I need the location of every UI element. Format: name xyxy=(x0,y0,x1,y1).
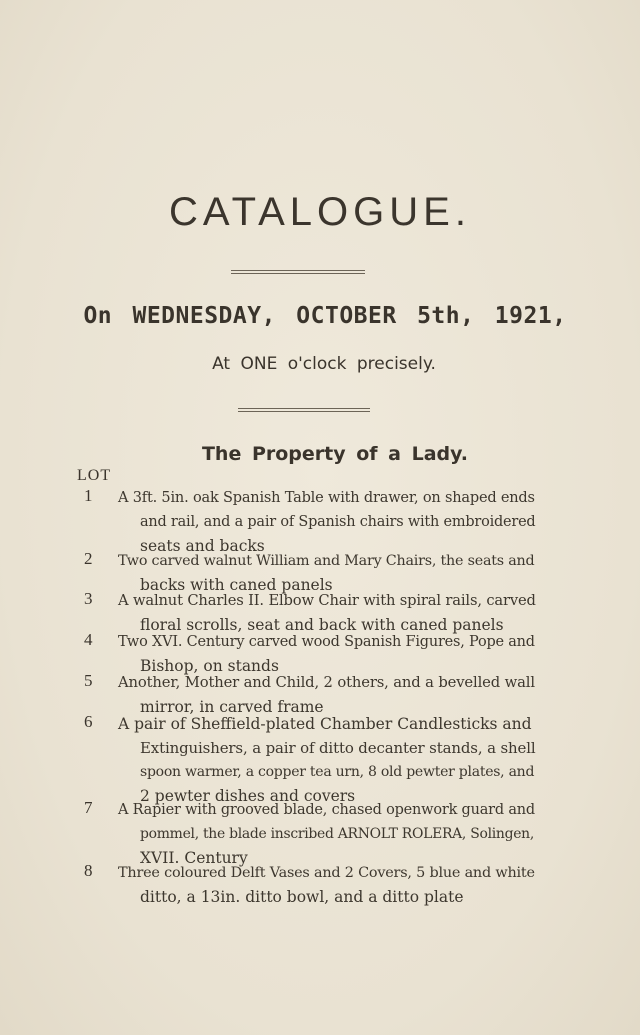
lot-description-line: Two XVI. Century carved wood Spanish Figures, Pope and xyxy=(118,634,535,650)
lot-description-line: pommel, the blade inscribed ARNOLT ROLERA, Solingen, xyxy=(140,826,535,842)
lot-description-line: spoon warmer, a copper tea urn, 8 old pewter plates, and xyxy=(140,764,535,780)
lot-number: 8 xyxy=(84,861,93,880)
lot-number: 1 xyxy=(84,486,93,505)
lot-description-line: and rail, and a pair of Spanish chairs with embroidered xyxy=(140,514,536,530)
lot-description-line: Two carved walnut William and Mary Chairs, the seats and xyxy=(118,553,535,569)
lot-description-line: mirror, in carved frame xyxy=(140,698,324,716)
title-divider xyxy=(231,270,365,271)
lot-number: 6 xyxy=(84,712,93,731)
sale-time: At ONE o'clock precisely. xyxy=(212,354,436,374)
lot-number: 5 xyxy=(84,671,93,690)
lot-description-line: ditto, a 13in. ditto bowl, and a ditto plate xyxy=(140,888,464,906)
lot-description xyxy=(118,798,536,870)
lot-number: 7 xyxy=(84,798,93,817)
lot-number: 4 xyxy=(84,630,93,649)
lot-description-line: A pair of Sheffield-plated Chamber Candlesticks and xyxy=(118,715,532,733)
lot-description-line: seats and backs xyxy=(140,537,265,555)
lot-description-line: 2 pewter dishes and covers xyxy=(140,787,356,805)
lot-column-header: LOT xyxy=(77,467,112,484)
lot-description xyxy=(118,712,536,808)
lot-description-line: A walnut Charles II. Elbow Chair with spiral rails, carved xyxy=(118,592,536,609)
catalogue-title: CATALOGUE. xyxy=(169,190,471,234)
property-heading: The Property of a Lady. xyxy=(201,443,469,465)
lot-description-line: backs with caned panels xyxy=(140,576,333,594)
lot-description-line: Three coloured Delft Vases and 2 Covers, 5 blue and white xyxy=(118,865,535,881)
lot-description-line: Bishop, on stands xyxy=(140,657,279,675)
lot-number: 3 xyxy=(84,589,93,608)
lot-description-line: floral scrolls, seat and back with caned panels xyxy=(140,616,504,634)
lot-description xyxy=(118,861,536,909)
lot-number: 2 xyxy=(84,549,93,568)
sale-date: On WEDNESDAY, OCTOBER 5th, 1921, xyxy=(83,303,567,329)
lot-description-line: A 3ft. 5in. oak Spanish Table with drawer, on shaped ends xyxy=(118,490,535,506)
lot-description-line: Another, Mother and Child, 2 others, and a bevelled wall xyxy=(118,674,535,691)
lot-description-line: XVII. Century xyxy=(140,849,248,867)
lot-description-line: A Rapier with grooved blade, chased openwork guard and xyxy=(118,802,535,818)
lot-description-line: Extinguishers, a pair of ditto decanter stands, a shell xyxy=(140,739,536,757)
date-divider xyxy=(238,408,370,409)
lot-description xyxy=(118,486,536,558)
